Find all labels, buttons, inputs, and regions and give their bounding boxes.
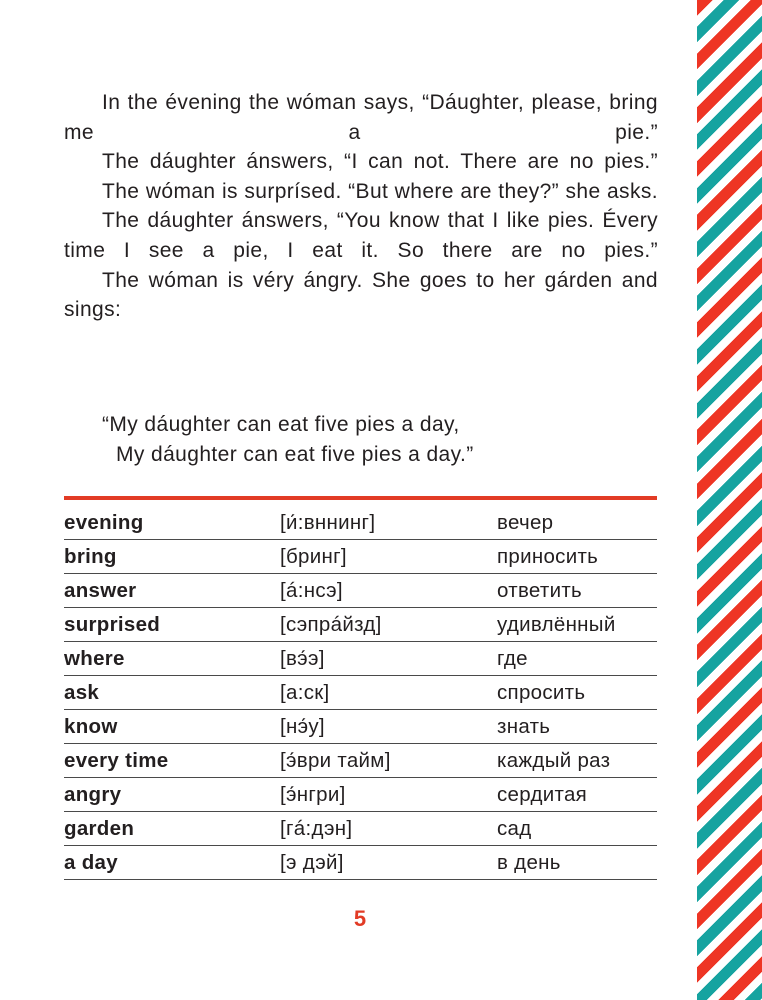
- vocab-translation: удивлённый: [497, 608, 657, 642]
- vocabulary-row: [64, 710, 657, 744]
- vocab-translation: приносить: [497, 540, 657, 574]
- story-paragraph: The wóman is surprísed. “But where are they?” she asks.: [102, 179, 658, 203]
- vocabulary-row: [64, 608, 657, 642]
- vocab-word: know: [64, 710, 280, 744]
- vocab-word: surprised: [64, 608, 280, 642]
- vocab-translation: ответить: [497, 574, 657, 608]
- vocabulary-row: [64, 778, 657, 812]
- story-paragraph: The dáughter ánswers, “You know that I like pies. Évery time I see a pie, I eat it. So there are no pies.”: [64, 209, 658, 262]
- vocab-translation: знать: [497, 710, 657, 744]
- vocab-transcription: [э́ври тайм]: [280, 744, 497, 778]
- vocabulary-row: [64, 642, 657, 676]
- story-paragraph: In the évening the wóman says, “Dáughter, please, bring me a pie.”: [64, 91, 658, 144]
- vocab-word: answer: [64, 574, 280, 608]
- vocab-transcription: [гá:дэн]: [280, 812, 497, 846]
- vocab-translation: где: [497, 642, 657, 676]
- story-text: [64, 88, 658, 325]
- vocab-transcription: [и́:вннинг]: [280, 506, 497, 540]
- vocab-word: every time: [64, 744, 280, 778]
- vocab-word: garden: [64, 812, 280, 846]
- striped-border-decoration: [697, 0, 762, 1000]
- vocab-transcription: [бринг]: [280, 540, 497, 574]
- song-line-1: “My dáughter can eat five pies a day,: [102, 413, 460, 436]
- story-paragraph: The dáughter ánswers, “I can not. There are no pies.”: [102, 150, 658, 174]
- vocab-transcription: [á:нсэ]: [280, 574, 497, 608]
- vocab-word: bring: [64, 540, 280, 574]
- vocabulary-row: [64, 846, 657, 880]
- vocab-word: a day: [64, 846, 280, 880]
- vocab-translation: в день: [497, 846, 657, 880]
- vocab-translation: вечер: [497, 506, 657, 540]
- vocab-transcription: [э́нгри]: [280, 778, 497, 812]
- vocab-transcription: [вэ́э]: [280, 642, 497, 676]
- vocab-word: evening: [64, 506, 280, 540]
- vocabulary-row: [64, 744, 657, 778]
- vocab-transcription: [э дэй]: [280, 846, 497, 880]
- vocabulary-row: [64, 676, 657, 710]
- vocab-transcription: [а:ск]: [280, 676, 497, 710]
- song-line-2: My dáughter can eat five pies a day.”: [116, 443, 474, 466]
- vocabulary-row: [64, 506, 657, 540]
- vocab-transcription: [сэпрáйзд]: [280, 608, 497, 642]
- vocab-translation: спросить: [497, 676, 657, 710]
- vocabulary-divider: [64, 496, 657, 500]
- vocab-word: ask: [64, 676, 280, 710]
- vocab-word: where: [64, 642, 280, 676]
- vocab-word: angry: [64, 778, 280, 812]
- vocab-translation: сердитая: [497, 778, 657, 812]
- page-number: 5: [353, 906, 367, 931]
- vocabulary-row: [64, 574, 657, 608]
- vocab-transcription: [нэ́у]: [280, 710, 497, 744]
- story-paragraph: The wóman is véry ángry. She goes to her gárden and sings:: [64, 268, 658, 322]
- vocabulary-table: [64, 506, 657, 880]
- vocabulary-row: [64, 812, 657, 846]
- vocab-translation: каждый раз: [497, 744, 657, 778]
- song-verse: [64, 410, 658, 470]
- vocab-translation: сад: [497, 812, 657, 846]
- vocabulary-row: [64, 540, 657, 574]
